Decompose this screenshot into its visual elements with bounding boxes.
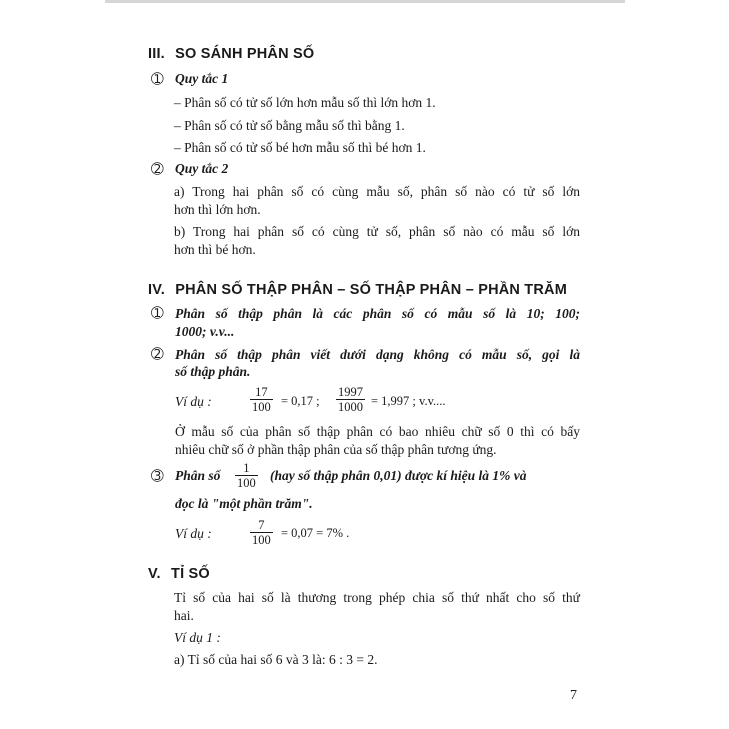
section-4-heading bbox=[148, 282, 567, 298]
ratio-definition-line1: Tỉ số của hai số là thương trong phép chia số thứ nhất cho số thứ bbox=[174, 590, 580, 605]
rule-2-b-line2: hơn thì bé hơn. bbox=[174, 242, 256, 257]
section-3-heading bbox=[148, 46, 314, 62]
circled-three-icon: ➂ bbox=[151, 467, 164, 485]
rule-2-a-line2: hơn thì lớn hơn. bbox=[174, 202, 261, 217]
fraction-7-100 bbox=[250, 518, 273, 547]
point-1-line1: Phân số thập phân là các phân số có mẫu số là 10; 100; bbox=[175, 306, 580, 321]
ratio-definition-line2: hai. bbox=[174, 608, 194, 623]
rule-2-title: Quy tắc 2 bbox=[175, 161, 229, 176]
section-5-title: TỈ SỐ bbox=[171, 566, 210, 582]
rule-2-a-line1: a) Trong hai phân số có cùng mẫu số, phân số nào có tử số lớn bbox=[174, 184, 580, 199]
note-line2: nhiêu chữ số ở phần thập phân của số thập phân tương ứng. bbox=[175, 442, 497, 457]
point-1-line2: 1000; v.v... bbox=[175, 324, 235, 339]
fraction-1-100 bbox=[235, 461, 258, 490]
rule-1-title: Quy tắc 1 bbox=[175, 71, 229, 86]
example-1-label: Ví dụ 1 : bbox=[174, 630, 221, 645]
section-4-title: PHÂN SỐ THẬP PHÂN – SỐ THẬP PHÂN – PHẦN TRĂM bbox=[175, 282, 567, 298]
fraction-numerator: 1997 bbox=[338, 385, 363, 399]
equation-1: = 0,17 ; bbox=[281, 394, 320, 408]
example-1-a: a) Tỉ số của hai số 6 và 3 là: 6 : 3 = 2. bbox=[174, 652, 378, 667]
point-2-line2: số thập phân. bbox=[175, 364, 251, 379]
page-number: 7 bbox=[570, 688, 577, 703]
fraction-denominator: 1000 bbox=[338, 400, 363, 414]
circled-two-icon: ➁ bbox=[151, 160, 164, 178]
rule-1-item: – Phân số có tử số bé hơn mẫu số thì bé hơn 1. bbox=[174, 140, 426, 155]
fraction-1997-1000 bbox=[336, 385, 365, 414]
section-5-heading bbox=[148, 566, 210, 582]
fraction-numerator: 1 bbox=[235, 461, 258, 476]
fraction-denominator: 100 bbox=[252, 533, 271, 547]
rule-1-item: – Phân số có tử số lớn hơn mẫu số thì lớn hơn 1. bbox=[174, 95, 436, 110]
section-3-title: SO SÁNH PHÂN SỐ bbox=[175, 46, 315, 62]
fraction-numerator: 17 bbox=[250, 385, 273, 400]
point-3-line1: (hay số thập phân 0,01) được kí hiệu là 1% và bbox=[270, 468, 527, 483]
circled-two-icon: ➁ bbox=[151, 345, 164, 363]
section-3-number: III. bbox=[148, 46, 165, 62]
fraction-denominator: 100 bbox=[237, 476, 256, 490]
rule-1-item: – Phân số có tử số bằng mẫu số thì bằng 1. bbox=[174, 118, 405, 133]
top-border bbox=[105, 0, 625, 3]
circled-one-icon: ➀ bbox=[151, 70, 164, 88]
example-label: Ví dụ : bbox=[175, 526, 212, 541]
circled-one-icon: ➀ bbox=[151, 304, 164, 322]
fraction-denominator: 100 bbox=[252, 400, 271, 414]
example-label: Ví dụ : bbox=[175, 394, 212, 409]
point-2-line1: Phân số thập phân viết dưới dạng không có mẫu số, gọi là bbox=[175, 347, 580, 362]
fraction-17-100 bbox=[250, 385, 273, 414]
section-4-number: IV. bbox=[148, 282, 165, 298]
equation-3: = 0,07 = 7% . bbox=[281, 526, 350, 540]
point-3-prefix: Phân số bbox=[175, 468, 221, 483]
rule-2-b-line1: b) Trong hai phân số có cùng tử số, phân số nào có mẫu số lớn bbox=[174, 224, 580, 239]
note-line1: Ở mẫu số của phân số thập phân có bao nhiêu chữ số 0 thì có bấy bbox=[175, 424, 580, 439]
point-3-line2: đọc là "một phần trăm". bbox=[175, 496, 313, 511]
section-5-number: V. bbox=[148, 566, 161, 582]
fraction-numerator: 7 bbox=[250, 518, 273, 533]
equation-2: = 1,997 ; v.v.... bbox=[371, 394, 446, 408]
